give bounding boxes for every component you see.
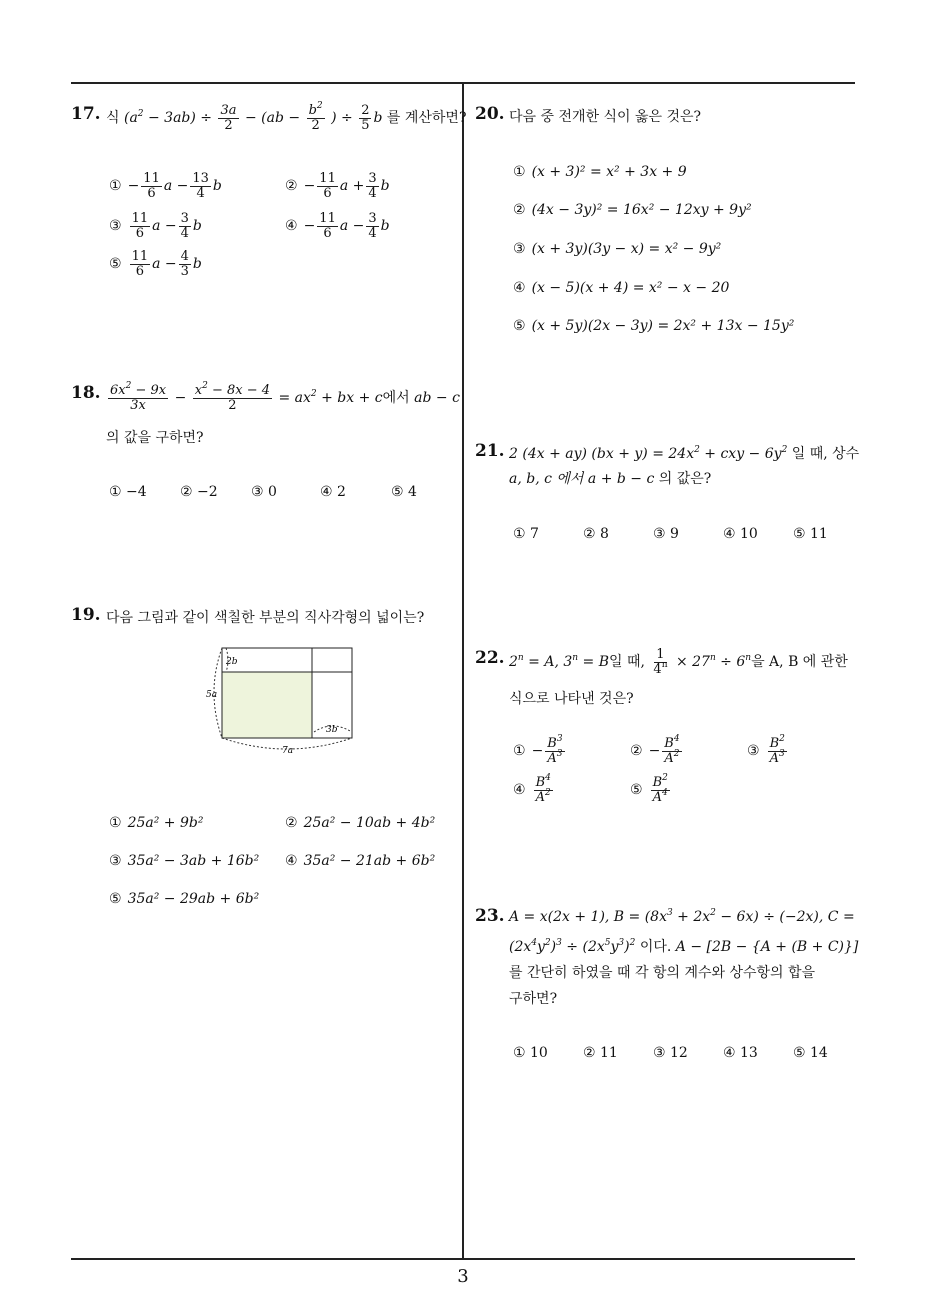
- option-4[interactable]: ④ 2: [320, 484, 346, 500]
- bottom-rule: [71, 1258, 855, 1260]
- label-2b: 2b: [226, 657, 238, 667]
- question-number: 18.: [71, 383, 101, 403]
- option-5[interactable]: ⑤ 14: [793, 1045, 828, 1061]
- question-number: 17.: [71, 104, 101, 124]
- rectangle-figure: [200, 642, 360, 757]
- shaded-rectangle: [222, 672, 312, 738]
- label-7a: 7a: [282, 746, 294, 756]
- option-3[interactable]: ③ 0: [251, 484, 277, 500]
- question-text-line4: 구하면?: [509, 991, 558, 1007]
- option-5[interactable]: ⑤ 4: [391, 484, 417, 500]
- option-3[interactable]: ③ 12: [653, 1045, 688, 1061]
- option-3[interactable]: ③ 9: [653, 526, 679, 542]
- option-2[interactable]: ② 25a² − 10ab + 4b²: [285, 815, 436, 831]
- option-5[interactable]: ⑤ (x + 5y)(2x − 3y) = 2x² + 13x − 15y²: [513, 318, 795, 334]
- option-3[interactable]: ③ 35a² − 3ab + 16b²: [109, 853, 260, 869]
- question-text-line2: a, b, c 에서 a + b − c 의 값은?: [509, 471, 712, 487]
- label-3b: 3b: [326, 725, 338, 735]
- option-3[interactable]: ③ (x + 3y)(3y − x) = x² − 9y²: [513, 241, 722, 257]
- option-3[interactable]: ③ $\frac{11}{6}$ a − $\frac{3}{4}$ b: [109, 211, 202, 241]
- option-3[interactable]: ③ $\frac{B^2}{A^3}$: [747, 734, 785, 766]
- option-4[interactable]: ④ $\frac{B^4}{A^2}$: [513, 773, 551, 805]
- question-text-line2: 의 값을 구하면?: [106, 430, 204, 446]
- option-4[interactable]: ④ − $\frac{11}{6}$ a − $\frac{3}{4}$ b: [285, 211, 390, 241]
- option-4[interactable]: ④ 10: [723, 526, 758, 542]
- option-2[interactable]: ② (4x − 3y)² = 16x² − 12xy + 9y²: [513, 202, 752, 218]
- option-1[interactable]: ① (x + 3)² = x² + 3x + 9: [513, 164, 687, 180]
- question-text: 다음 중 전개한 식이 옳은 것은?: [509, 109, 702, 125]
- question-text-line2: $(2x^4y^2)^3 \div (2x^5y^3)^2$ 이다. A − [2B − {A + (B + C)}]: [509, 938, 859, 955]
- question-text: $\frac{6x^2 - 9x}{3x}$ − $\frac{x^2 - 8x - 4}{2}$ = $ax^2$ + bx + c에서 ab − c: [110, 381, 460, 413]
- option-2[interactable]: ② 11: [583, 1045, 618, 1061]
- option-1[interactable]: ① − $\frac{B^3}{A^3}$: [513, 734, 563, 766]
- question-text: 2 (4x + ay) $(bx + y) = 24x^2$ + cxy − $6y^2$ 일 때, 상수: [509, 445, 860, 462]
- question-number: 21.: [475, 441, 505, 461]
- option-5[interactable]: ⑤ $\frac{11}{6}$ a − $\frac{4}{3}$ b: [109, 249, 202, 279]
- question-number: 22.: [475, 648, 505, 668]
- column-divider: [462, 82, 464, 1258]
- option-4[interactable]: ④ (x − 5)(x + 4) = x² − x − 20: [513, 280, 730, 296]
- question-text: A = x(2x + 1), $B = (8x^3 + 2x^2 - 6x) \div (-2x)$, C =: [509, 908, 855, 925]
- question-text-line2: 식으로 나타낸 것은?: [509, 691, 634, 707]
- option-1[interactable]: ① − $\frac{11}{6}$ a − $\frac{13}{4}$ b: [109, 171, 222, 201]
- question-text: 식 $(a^2 - 3ab)$ ÷ $\frac{3a}{2}$ − (ab − $\frac{b^2}{2}$ ) ÷ $\frac{2}{5}$ b 를 계산하면?: [106, 101, 467, 133]
- option-1[interactable]: ① 25a² + 9b²: [109, 815, 204, 831]
- option-2[interactable]: ② − $\frac{11}{6}$ a + $\frac{3}{4}$ b: [285, 171, 390, 201]
- option-2[interactable]: ② −2: [180, 484, 218, 500]
- question-text: $2^n = A$, $3^n = B$일 때, $\frac{1}{4^n}$ × $27^n \div 6^n$을 A, B 에 관한: [509, 647, 848, 677]
- question-number: 19.: [71, 605, 101, 625]
- option-4[interactable]: ④ 35a² − 21ab + 6b²: [285, 853, 436, 869]
- question-number: 20.: [475, 104, 505, 124]
- option-5[interactable]: ⑤ 35a² − 29ab + 6b²: [109, 891, 260, 907]
- question-number: 23.: [475, 906, 505, 926]
- label-5a: 5a: [206, 690, 218, 700]
- option-2[interactable]: ② 8: [583, 526, 609, 542]
- option-5[interactable]: ⑤ $\frac{B^2}{A^4}$: [630, 773, 668, 805]
- option-1[interactable]: ① 7: [513, 526, 539, 542]
- option-5[interactable]: ⑤ 11: [793, 526, 828, 542]
- option-2[interactable]: ② − $\frac{B^4}{A^2}$: [630, 734, 680, 766]
- page-number: 3: [457, 1266, 469, 1287]
- option-1[interactable]: ① −4: [109, 484, 147, 500]
- option-1[interactable]: ① 10: [513, 1045, 548, 1061]
- question-text: 다음 그림과 같이 색칠한 부분의 직사각형의 넓이는?: [106, 610, 425, 626]
- option-4[interactable]: ④ 13: [723, 1045, 758, 1061]
- question-text-line3: 를 간단히 하였을 때 각 항의 계수와 상수항의 합을: [509, 965, 816, 981]
